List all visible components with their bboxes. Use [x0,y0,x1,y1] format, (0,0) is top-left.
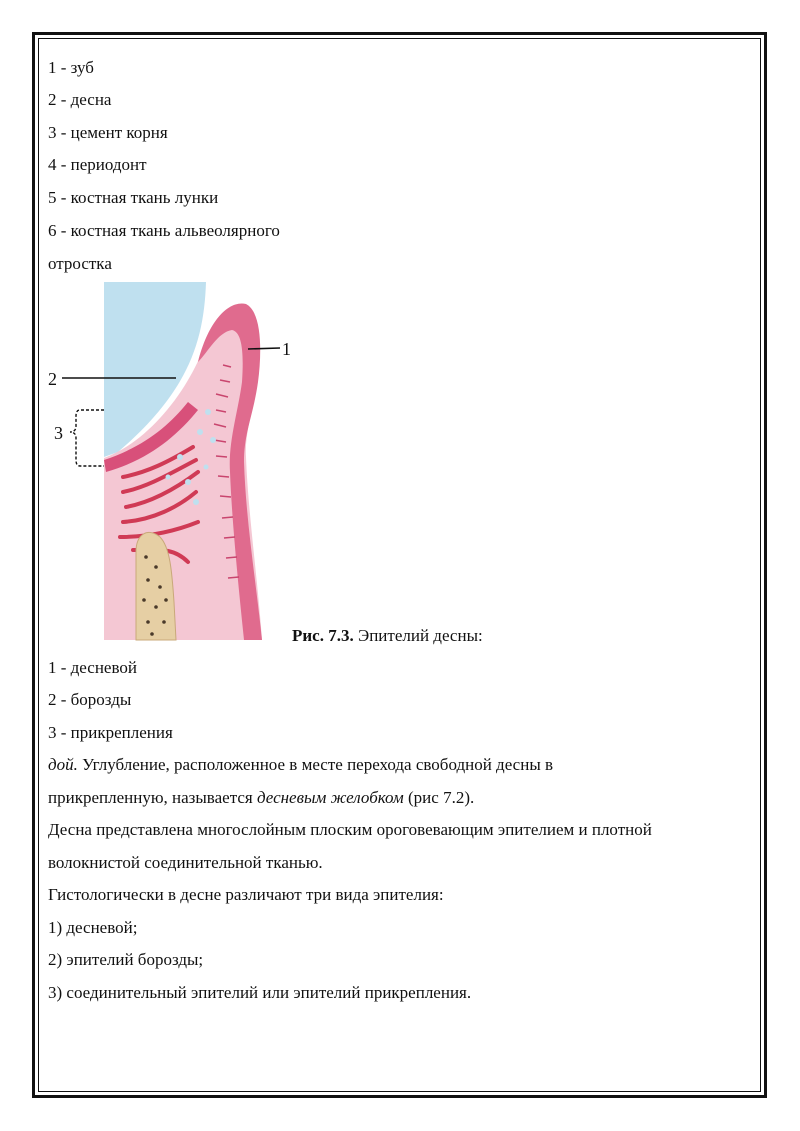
paragraph-2-line-2: волокнистой соединительной тканью. [48,853,323,872]
paragraph-3: Гистологически в десне различают три вида эпителия: [48,885,444,904]
figure-caption [292,624,483,648]
paragraph-1-line-2 [48,786,474,810]
legend-bottom-item: 2 - борозды [48,690,132,709]
paragraph-1-text: прикрепленную, называется [48,788,257,807]
label-1: 1 [282,339,291,359]
italic-term: десневым желобком [256,788,404,807]
label-1-line [248,348,280,349]
list-item: 3) соединительный эпителий или эпителий прикрепления. [48,983,472,1002]
legend-bottom-item: 3 - прикрепления [48,723,173,742]
legend-top-item: отростка [48,254,112,273]
legend-top-item: 5 - костная ткань лунки [48,188,219,207]
paragraph-1-line-1 [48,753,553,777]
legend-top-item: 1 - зуб [48,58,94,77]
legend-top-item: 2 - десна [48,90,112,109]
list-item: 2) эпителий борозды; [48,950,204,969]
list-item: 1) десневой; [48,918,138,937]
caption-number: Рис. 7.3. [292,626,354,645]
label-3-brace [70,410,104,466]
paragraph-1-text: (рис 7.2). [403,788,475,807]
legend-bottom-item: 1 - десневой [48,658,137,677]
paragraph-2-line-1: Десна представлена многослойным плоским ороговевающим эпителием и плотной [48,820,652,839]
legend-top-item: 6 - костная ткань альвеолярного [48,221,280,240]
legend-top-item: 4 - периодонт [48,155,147,174]
label-2: 2 [48,369,57,389]
legend-top-item: 3 - цемент корня [48,123,168,142]
label-3: 3 [54,423,63,443]
gum-epithelium-figure [48,282,308,644]
paragraph-1-text: Углубление, расположенное в месте перехода свободной десны в [77,755,554,774]
caption-text: Эпителий десны: [353,626,483,645]
italic-start: дой. [48,755,78,774]
